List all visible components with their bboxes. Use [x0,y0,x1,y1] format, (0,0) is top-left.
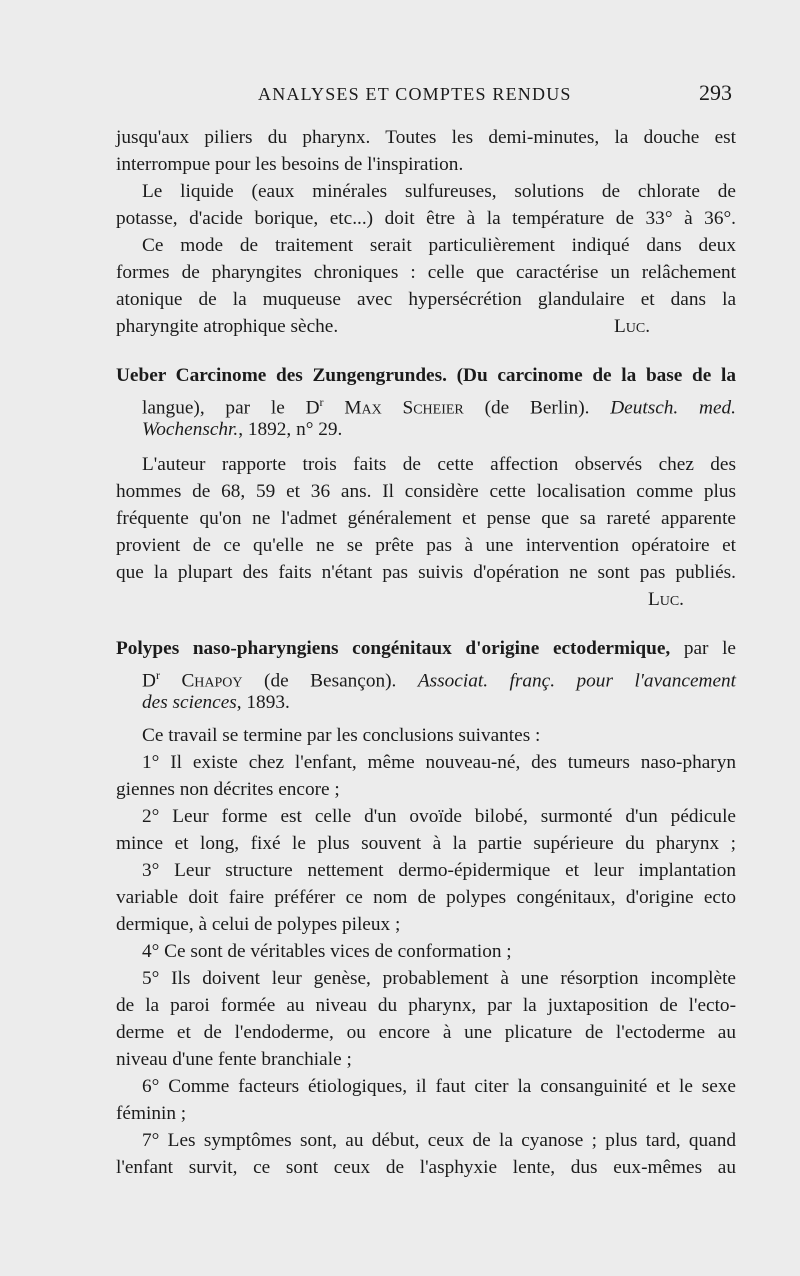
text-line: 4° Ce sont de véritables vices de conformation ; [142,941,512,962]
page-body [116,124,736,1181]
author-name: Chapoy [181,670,243,692]
article-citation [116,416,736,443]
title-sup: r [319,395,324,409]
text-line: 2° Leur forme est celle d'un ovoïde bilobé, surmonté d'un pédicule [142,806,736,827]
text-line: jusqu'aux piliers du pharynx. Toutes les demi-minutes, la douche est [116,127,736,148]
page-header [116,80,736,112]
text-line: 5° Ils doivent leur genèse, probablement à une résorption incomplète [142,968,736,989]
text-line: féminin ; [116,1103,187,1124]
text-line: potasse, d'acide borique, etc...) doit être à la température de 33° à 36°. [116,208,736,229]
text-line: dermique, à celui de polypes pileux ; [116,914,401,935]
author-place: (de Besançon). [264,670,397,692]
text-line: Ce mode de traitement serait particulièrement indiqué dans deux [142,235,736,256]
text-line: de la paroi formée au niveau du pharynx, par la juxtaposition de l'ecto- [116,995,736,1016]
signature: Luc. [614,316,651,337]
title-sup: r [155,668,160,682]
text-line: l'enfant survit, ce sont ceux de l'asphyxie lente, dus eux-mêmes au [116,1157,736,1178]
text-line: giennes non décrites encore ; [116,779,340,800]
text-line: 7° Les symptômes sont, au début, ceux de la cyanose ; plus tard, quand [142,1130,736,1151]
text-line: atonique de la muqueuse avec hypersécrétion glandulaire et dans la [116,289,736,310]
title-par: par le [683,638,736,659]
author-place: (de Berlin). [484,397,590,419]
spacer [116,613,736,635]
article-title-line [116,389,736,419]
title-fragment: langue), par le D [142,397,320,419]
text-line: provient de ce qu'elle ne se prête pas à une intervention opératoire et [116,535,736,556]
text-line: L'auteur rapporte trois faits de cette affection observés chez des [142,454,736,475]
title-dr: D [142,670,156,692]
text-line: hommes de 68, 59 et 36 ans. Il considère cette localisation comme plus [116,481,736,502]
text-line: variable doit faire préférer ce nom de polypes congénitaux, d'origine ecto [116,887,736,908]
text-line: Le liquide (eaux minérales sulfureuses, solutions de chlorate de [142,181,736,202]
citation-details: , 1893. [236,692,290,713]
spacer [116,340,736,362]
text-line: que la plupart des faits n'étant pas suivis d'opération ne sont pas publiés. [116,562,736,583]
page-number: 293 [699,80,732,105]
text-line: interrompue pour les besoins de l'inspiration. [116,154,464,175]
spacer [116,443,736,451]
text-line: formes de pharyngites chroniques : celle que caractérise un relâchement [116,262,736,283]
article-title: Ueber Carcinome des Zungengrundes. (Du carcinome de la base de la [116,365,736,386]
article-title-line [116,662,737,692]
text-line: fréquente qu'on ne l'admet généralement et pense que sa rareté apparente [116,508,736,529]
text-line [116,313,736,340]
text-line: 3° Leur structure nettement dermo-épidermique et leur implantation [142,860,736,881]
citation-details: , 1892, n° 29. [238,419,343,440]
text-line: derme et de l'endoderme, ou encore à une plicature de l'ectoderme au [116,1022,736,1043]
text-line: 6° Comme facteurs étiologiques, il faut citer la consanguinité et le sexe [142,1076,736,1097]
text-line: mince et long, fixé le plus souvent à la partie supérieure du pharynx ; [116,833,736,854]
signature: Luc. [647,589,684,610]
journal-name-2: Wochenschr. [142,419,239,440]
text-line-last: pharyngite atrophique sèche. [116,316,339,337]
text-line: 1° Il existe chez l'enfant, même nouveau-né, des tumeurs naso-pharyn [142,752,736,773]
author-name: Max Scheier [344,397,464,419]
text-line: Ce travail se termine par les conclusions suivantes : [142,725,541,746]
text-line: niveau d'une fente branchiale ; [116,1049,352,1070]
journal-name: Deutsch. med. [610,397,736,419]
article-citation [116,689,736,716]
journal-name-2: des sciences [142,692,237,713]
running-title: ANALYSES ET COMPTES RENDUS [258,84,572,104]
article-title-line [116,635,736,662]
article-title: Polypes naso-pharyngiens congénitaux d'origine ectodermique, [116,638,671,659]
journal-name: Associat. franç. pour l'avancement [417,670,737,692]
